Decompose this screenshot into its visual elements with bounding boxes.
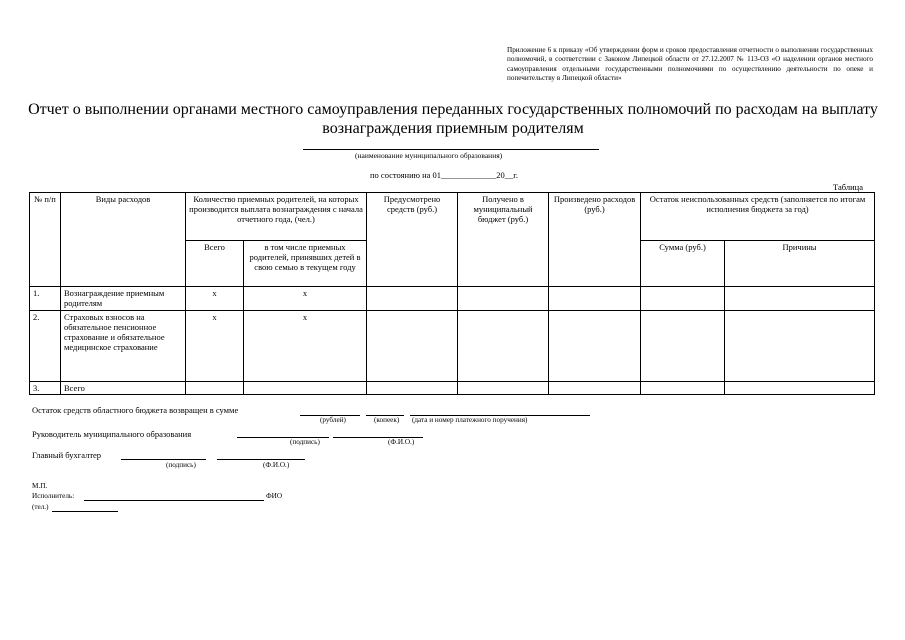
header-count-total: Всего bbox=[186, 241, 244, 287]
accountant-fio-caption: (Ф.И.О.) bbox=[263, 461, 290, 469]
header-row bbox=[30, 193, 875, 241]
payment-caption: (дата и номер платежного поручения) bbox=[412, 416, 528, 424]
header-num: № п/п bbox=[30, 193, 61, 287]
row-num: 2. bbox=[30, 311, 61, 382]
row-type: Страховых взносов на обязательное пенсионное страхование и обязательное медицинское страхование bbox=[61, 311, 186, 382]
header-spent: Произведено расходов (руб.) bbox=[549, 193, 641, 287]
executor-fio: ФИО bbox=[266, 492, 283, 500]
row-total: x bbox=[186, 287, 244, 311]
accountant-label: Главный бухгалтер bbox=[32, 450, 102, 460]
executor-line bbox=[84, 500, 264, 501]
accountant-fio-line bbox=[217, 459, 305, 460]
municipality-caption: (наименование муниципального образования) bbox=[355, 151, 503, 160]
phone-label: (тел.) bbox=[32, 503, 49, 511]
kop-caption: (копеек) bbox=[374, 416, 400, 424]
table-row bbox=[30, 382, 875, 395]
returned-text: Остаток средств областного бюджета возвращен в сумме bbox=[32, 405, 239, 415]
head-fio-caption: (Ф.И.О.) bbox=[388, 438, 415, 446]
header-count: Количество приемных родителей, на которых производится выплата вознаграждения с начала отчетного года, (чел.) bbox=[186, 193, 367, 241]
report-table bbox=[29, 192, 875, 395]
row-num: 3. bbox=[30, 382, 61, 395]
row-num: 1. bbox=[30, 287, 61, 311]
row-total: x bbox=[186, 311, 244, 382]
header-planned: Предусмотрено средств (руб.) bbox=[367, 193, 458, 287]
table-row bbox=[30, 311, 875, 382]
municipality-line bbox=[303, 149, 599, 150]
header-count-incl: в том числе приемных родителей, принявших детей в свою семью в текущем году bbox=[244, 241, 367, 287]
seal-mark: М.П. bbox=[32, 482, 48, 490]
header-rem-reason: Причины bbox=[725, 241, 875, 287]
row-incl: x bbox=[244, 311, 367, 382]
accountant-sign-caption: (подпись) bbox=[166, 461, 196, 469]
table-label: Таблица bbox=[833, 182, 863, 192]
table-row bbox=[30, 287, 875, 311]
header-type: Виды расходов bbox=[61, 193, 186, 287]
as-of-date: по состоянию на 01_____________20__г. bbox=[370, 170, 518, 180]
rub-caption: (рублей) bbox=[320, 416, 346, 424]
report-title: Отчет о выполнении органами местного самоуправления переданных государственных полномочий по расходам на выплату вознаграждения приемным родителям bbox=[28, 101, 878, 137]
header-remainder: Остаток неиспользованных средств (заполняется по итогам исполнения бюджета за год) bbox=[641, 193, 875, 241]
phone-line bbox=[52, 511, 118, 512]
header-rem-sum: Сумма (руб.) bbox=[641, 241, 725, 287]
header-received: Получено в муниципальный бюджет (руб.) bbox=[458, 193, 549, 287]
row-incl: x bbox=[244, 287, 367, 311]
row-type: Всего bbox=[61, 382, 186, 395]
head-label: Руководитель муниципального образования bbox=[32, 429, 192, 439]
accountant-sign-line bbox=[121, 459, 206, 460]
head-sign-caption: (подпись) bbox=[290, 438, 320, 446]
row-type: Вознаграждение приемным родителям bbox=[61, 287, 186, 311]
executor-label: Исполнитель: bbox=[32, 492, 75, 500]
annex-note: Приложение 6 к приказу «Об утверждении форм и сроков предоставления отчетности о выполнении государственных полномочий, в соответствии с Законом Липецкой области от 27.12.2007 № 113-ОЗ «О наделении органов местного самоуправления отдельными государственными полномочиями по осуществлению деятельности по опеке и попечительству в Липецкой области» bbox=[507, 46, 873, 83]
